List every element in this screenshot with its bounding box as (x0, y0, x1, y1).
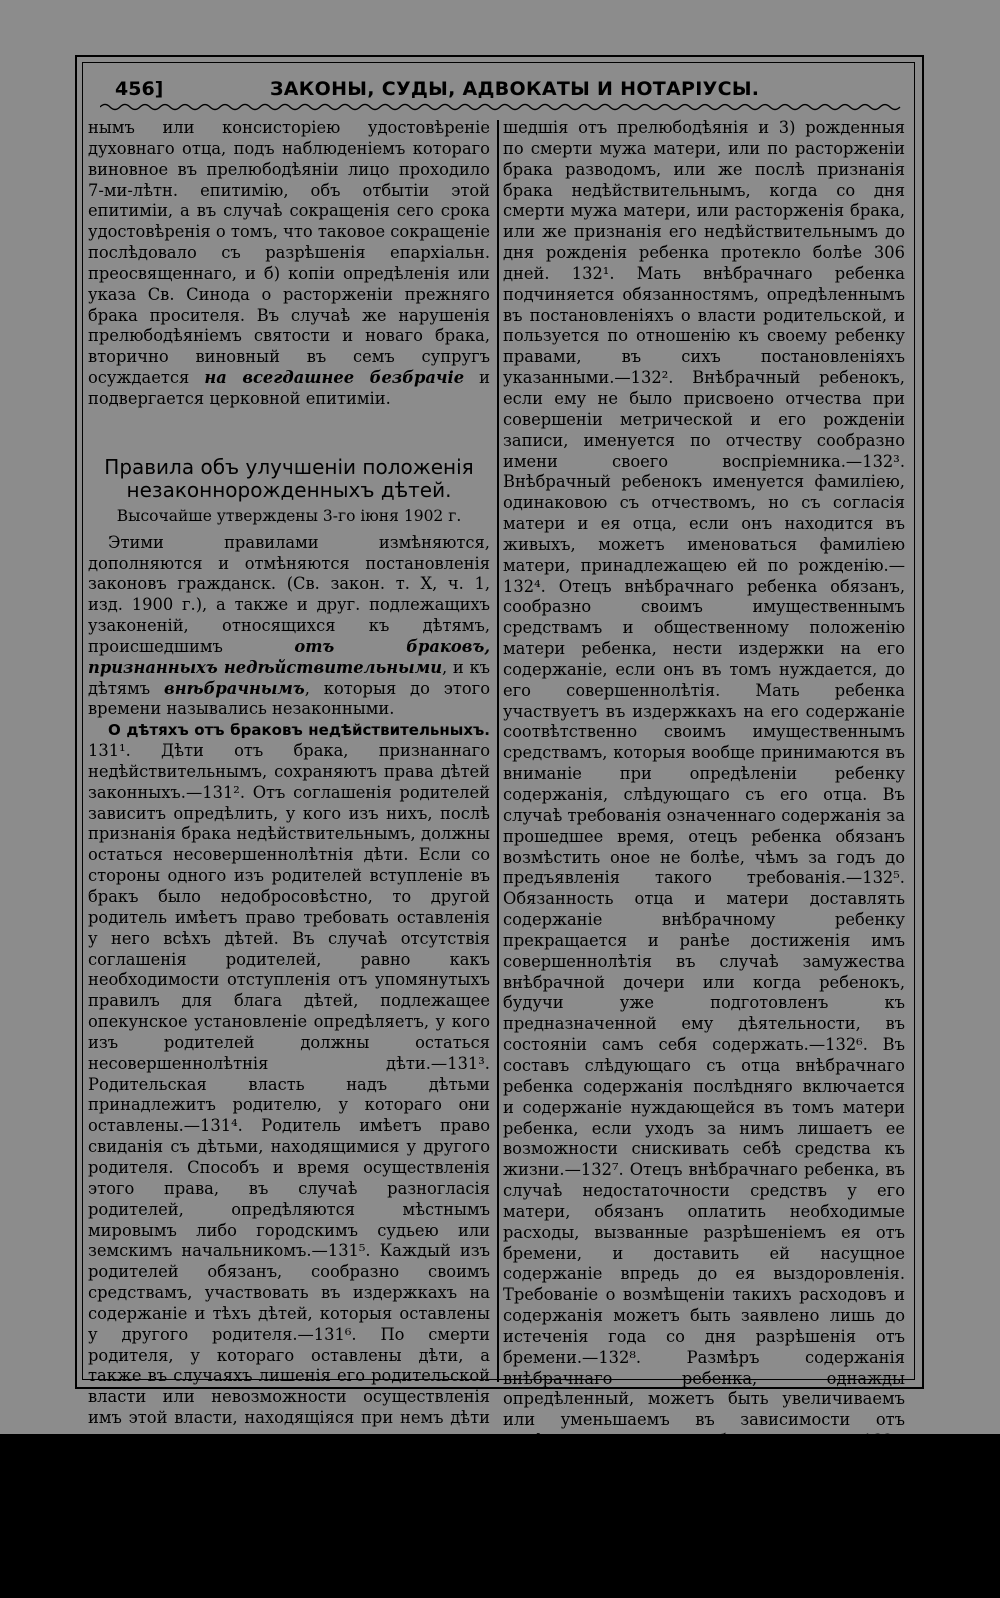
emphasis-extramarital: внѣбрачнымъ (164, 678, 305, 698)
text-divorce: нымъ или консисторіею удостовѣреніе духовнаго отца, подъ наблюденіемъ котораго виновное въ прелюбодѣяніи лицо проходило 7-ми-лѣтн. епитимію, объ отбытіи этой епитиміи, а въ случаѣ сокращенія сего срока удостовѣренія о томъ, что таковое сокращеніе послѣдовало съ разрѣшенія епархіальн. преосвященнаго, и б) копіи опредѣленія или указа Св. Синода о расторженіи прежняго брака просителя. Въ случаѣ же нарушенія прелюбодѣяніемъ святости и новаго брака, вторично виновный въ семъ супругъ осуждается (88, 118, 490, 388)
section-subheading: Высочайше утверждены 3-го іюня 1902 г. (116, 506, 462, 525)
subsection-title-extramarital: О дѣтяхъ внѣбрачныхъ. (108, 1534, 320, 1553)
section-heading: Правила объ улучшеніи положенія незаконнорожденныхъ дѣтей. (104, 454, 474, 502)
wavy-rule (100, 102, 905, 112)
column-divider (497, 120, 499, 1382)
page-number: 456] (115, 78, 164, 100)
left-column (88, 118, 490, 1596)
text-articles-131: 131¹. Дѣти отъ брака, признаннаго недѣйствительнымъ, сохраняютъ права дѣтей законныхъ.—131². Отъ соглашенія родителей зависитъ опредѣлить, у кого изъ нихъ, послѣ признанія брака недѣйствительнымъ, должны остаться несовершеннолѣтнія дѣти. Если со стороны одного изъ родителей вступленіе въ бракъ было недобросовѣстно, то другой родитель имѣетъ право требовать оставленія у него всѣхъ дѣтей. Въ случаѣ отсутствія соглашенія родителей, равно какъ необходимости отступленія отъ упомянутыхъ правилъ для блага дѣтей, подлежащее опекунское установленіе опредѣляетъ, у кого изъ родителей должны остаться несовершеннолѣтнія дѣти.—131³. Родительская власть надъ дѣтьми принадлежитъ родителю, у котораго они оставлены.—131⁴. Родитель имѣетъ право свиданія съ дѣтьми, находящимися у другого родителя. Способъ и время осуществленія этого права, въ случаѣ разногласія родителей, опредѣляются мѣстнымъ мировымъ либо городскимъ судьею или земскимъ начальникомъ.—131⁵. Каждый изъ родителей обязанъ, сообразно своимъ средствамъ, участвовать въ издержкахъ на содержаніе и тѣхъ дѣтей, которыя оставлены у другого родителя.—131⁶. По смерти родителя, у котораго оставлены дѣти, а также въ случаяхъ лишенія его родительской власти или невозможности осуществленія имъ этой власти, находящіяся при немъ дѣти поступаютъ подъ родительскую власть другого родителя, развѣ бы подлежащее опекунское установленіе, ради блага дѣтей, сочло необходимымъ назначить особаго надъ ними опекуна. (88, 741, 490, 1532)
emphasis-invalid-marriages: отъ браковъ, признанныхъ недѣйствительными (88, 636, 490, 677)
text-intro-end: , которыя до этого времени назывались незаконными. (88, 678, 490, 719)
paragraph-divorce (88, 118, 490, 410)
text-divorce-end: и подвергается церковной епитиміи. (88, 368, 491, 408)
paragraph-intro (88, 533, 490, 721)
paragraph-continuation: шедшія отъ прелюбодѣянія и 3) рожденныя по смерти мужа матери, или по расторженіи брака разводомъ, или же послѣ признанія брака недѣйствительнымъ, когда со дня смерти мужа матери, или расторженія брака, или же признанія его недѣйствительнымъ до дня рожденія ребенка протекло болѣе 306 дней. 132¹. Мать внѣбрачнаго ребенка подчиняется обязанностямъ, опредѣленнымъ въ постановленіяхъ о власти родительской, и пользуется по отношенію къ своему ребенку правами, въ сихъ постановленіяхъ указанными.—132². Внѣбрачный ребенокъ, если ему не было присвоено отчества при совершеніи метрической и его рожденіи записи, именуется по отчеству сообразно имени своего воспріемника.—132³. Внѣбрачный ребенокъ именуется фамиліею, одинаковою съ отчествомъ, но съ согласія матери и ея отца, если онъ находится въ живыхъ, можетъ именоваться фамиліею матери, принадлежащею ей по рожденію.—132⁴. Отецъ внѣбрачнаго ребенка обязанъ, сообразно своимъ имущественнымъ средствамъ и общественному положенію матери ребенка, нести издержки на его содержаніе, если онъ въ томъ нуждается, до его совершеннолѣтія. Мать ребенка участвуетъ въ издержкахъ на его содержаніе соотвѣтственно своимъ имущественнымъ средствамъ, которыя вообще принимаются въ вниманіе при опредѣленіи ребенку содержанія, слѣдующаго съ его отца. Въ случаѣ требованія означеннаго содержанія за прошедшее время, отецъ ребенка обязанъ возмѣстить оное не болѣе, чѣмъ за годъ до предъявленія такого требованія.—132⁵. Обязанность отца и матери доставлять содержаніе внѣбрачному ребенку прекращается и ранѣе достиженія имъ совершеннолѣтія въ случаѣ замужества внѣбрачной дочери или когда ребенокъ, будучи уже подготовленъ къ предназначенной ему дѣятельности, въ состояніи самъ себя содержать.—132⁶. Въ составъ слѣдующаго съ отца внѣбрачнаго ребенка содержанія послѣдняго включается и содержаніе нуждающейся въ томъ матери ребенка, если уходъ за нимъ лишаетъ ее возможности снискивать себѣ средства къ жизни.—132⁷. Отецъ внѣбрачнаго ребенка, въ случаѣ недостаточности средствъ у его матери, обязанъ оплатить необходимые расходы, вызванные разрѣшеніемъ ея отъ бремени, и доставить ей насущное содержаніе впредь до ея выздоровленія. Требованіе о возмѣщеніи такихъ расходовъ и содержанія можетъ быть заявлено лишь до истеченія года со дня разрѣшенія отъ бремени.—132⁸. Размѣръ содержанія внѣбрачнаго ребенка, однажды опредѣленный, можетъ быть увеличиваемъ или уменьшаемъ въ зависимости отъ измѣнившихся обстоятельствъ.—132⁹. Повременныя выдачи на содержаніе внѣбрачнаго ребенка, по соглашенію сторонъ и съ утвержденія опекунскаго установленія, могутъ быть замѣнены единовременно уплачиваемою отцомъ ребенка суммою, съ принятіемъ надлежащихъ мѣръ къ охраненію расходованія (503, 118, 905, 1597)
paragraph-extramarital-children (88, 1533, 490, 1596)
text-article-132: 132. Внѣбрачными дѣти суть: 1) рожденныя незамужнею; 2) проис- (88, 1533, 490, 1594)
text-intro: Этими правилами измѣняются, дополняются и отмѣняются постановленія законовъ гражданск. (Св. закон. т. X, ч. 1, изд. 1900 г.), а также и друг. подлежащихъ узаконеній, относящихся къ дѣтямъ, происшедшимъ (88, 532, 490, 656)
right-column (503, 118, 905, 1598)
text-intro-mid: , и къ дѣтямъ (88, 657, 490, 698)
emphasis-celibacy: на всегдашнее безбрачіе (204, 368, 465, 388)
subsection-title-invalid: О дѣтяхъ отъ браковъ недѣйствительныхъ. (108, 721, 490, 740)
running-title: ЗАКОНЫ, СУДЫ, АДВОКАТЫ И НОТАРІУСЫ. (270, 78, 760, 100)
paragraph-invalid-marriage-children (88, 720, 490, 1533)
